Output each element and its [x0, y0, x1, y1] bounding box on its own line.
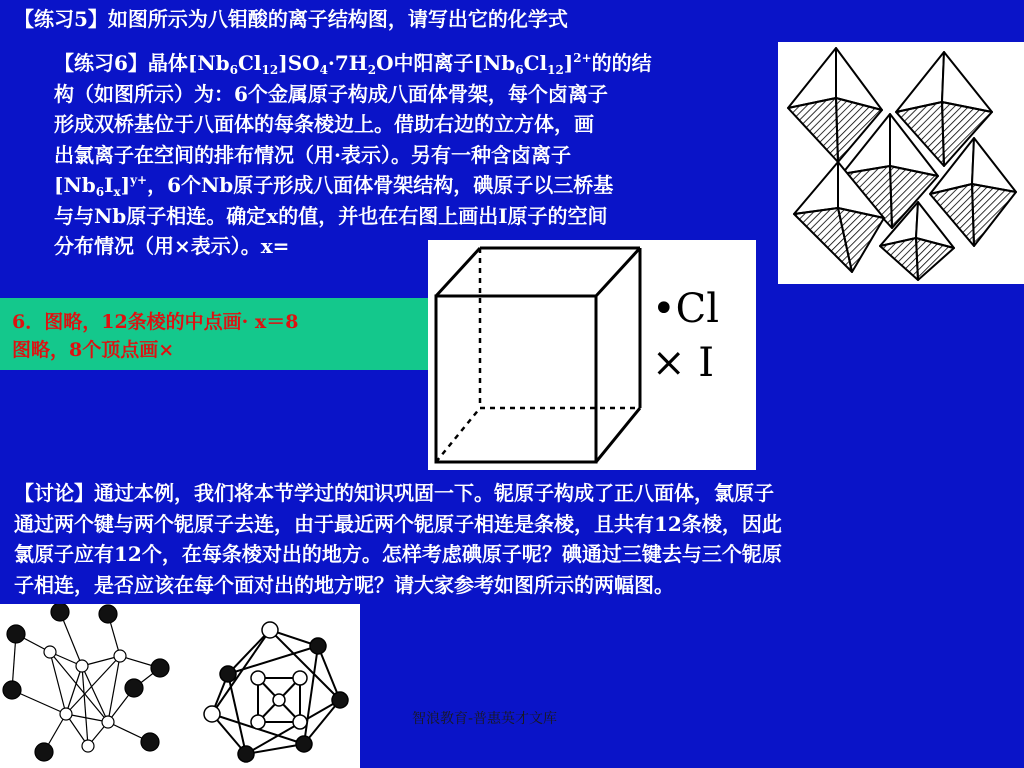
discussion-line-1: 【讨论】通过本例，我们将本节学过的知识巩固一下。铌原子构成了正八面体，氯原子 — [14, 481, 774, 505]
discussion-line-2: 通过两个键与两个铌原子去连，由于最近两个铌原子相连是条棱，且共有12条棱，因此 — [14, 511, 782, 536]
footer-watermark: 智浪教育-普惠英才文库 — [412, 711, 558, 727]
ex6-line-7: 分布情况（用×表示）。x= — [54, 234, 290, 258]
octamolybdate-structure-figure — [778, 42, 1024, 284]
discussion-line-3: 氯原子应有12个，在每条棱对出的地方。怎样考虑碘原子呢？碘通过三键去与三个铌原 — [14, 542, 782, 566]
legend-cl: •Cl — [652, 286, 719, 332]
molecular-structure-figures — [0, 604, 360, 768]
ex6-line-6: 与与Nb原子相连。确定x的值，并也在右图上画出I原子的空间 — [54, 203, 608, 228]
answer-line-1: 6．图略，12条棱的中点画· x＝8 — [12, 311, 299, 333]
answer-line-2: 图略，8个顶点画× — [12, 339, 175, 361]
cube-figure — [428, 240, 756, 470]
ex6-line-3: 形成双桥基位于八面体的每条棱边上。借助右边的立方体，画 — [54, 112, 594, 136]
ex6-line-5: $[Nb_6I_x]^{y+}$，6个Nb原子形成八面体骨架结构，碘原子以三桥基 — [54, 173, 614, 199]
discussion-paragraph — [14, 478, 782, 600]
legend-i: × I — [652, 340, 715, 386]
answer-box — [0, 298, 428, 370]
ex6-line-1: 【练习6】晶体$[Nb_6Cl_{12}]SO_4\cdot 7H_2O$中阳离子$[Nb_6Cl_{12}]^{2+}$的的结 — [54, 51, 652, 77]
exercise-6-paragraph — [54, 48, 652, 262]
ex6-line-2: 构（如图所示）为：6个金属原子构成八面体骨架，每个卤离子 — [54, 81, 608, 106]
discussion-line-4: 子相连，是否应该在每个面对出的地方呢？请大家参考如图所示的两幅图。 — [14, 572, 674, 597]
exercise-5-text: 【练习5】如图所示为八钼酸的离子结构图，请写出它的化学式 — [14, 7, 568, 31]
ex6-line-4: 出氯离子在空间的排布情况（用·表示）。另有一种含卤离子 — [54, 142, 571, 167]
